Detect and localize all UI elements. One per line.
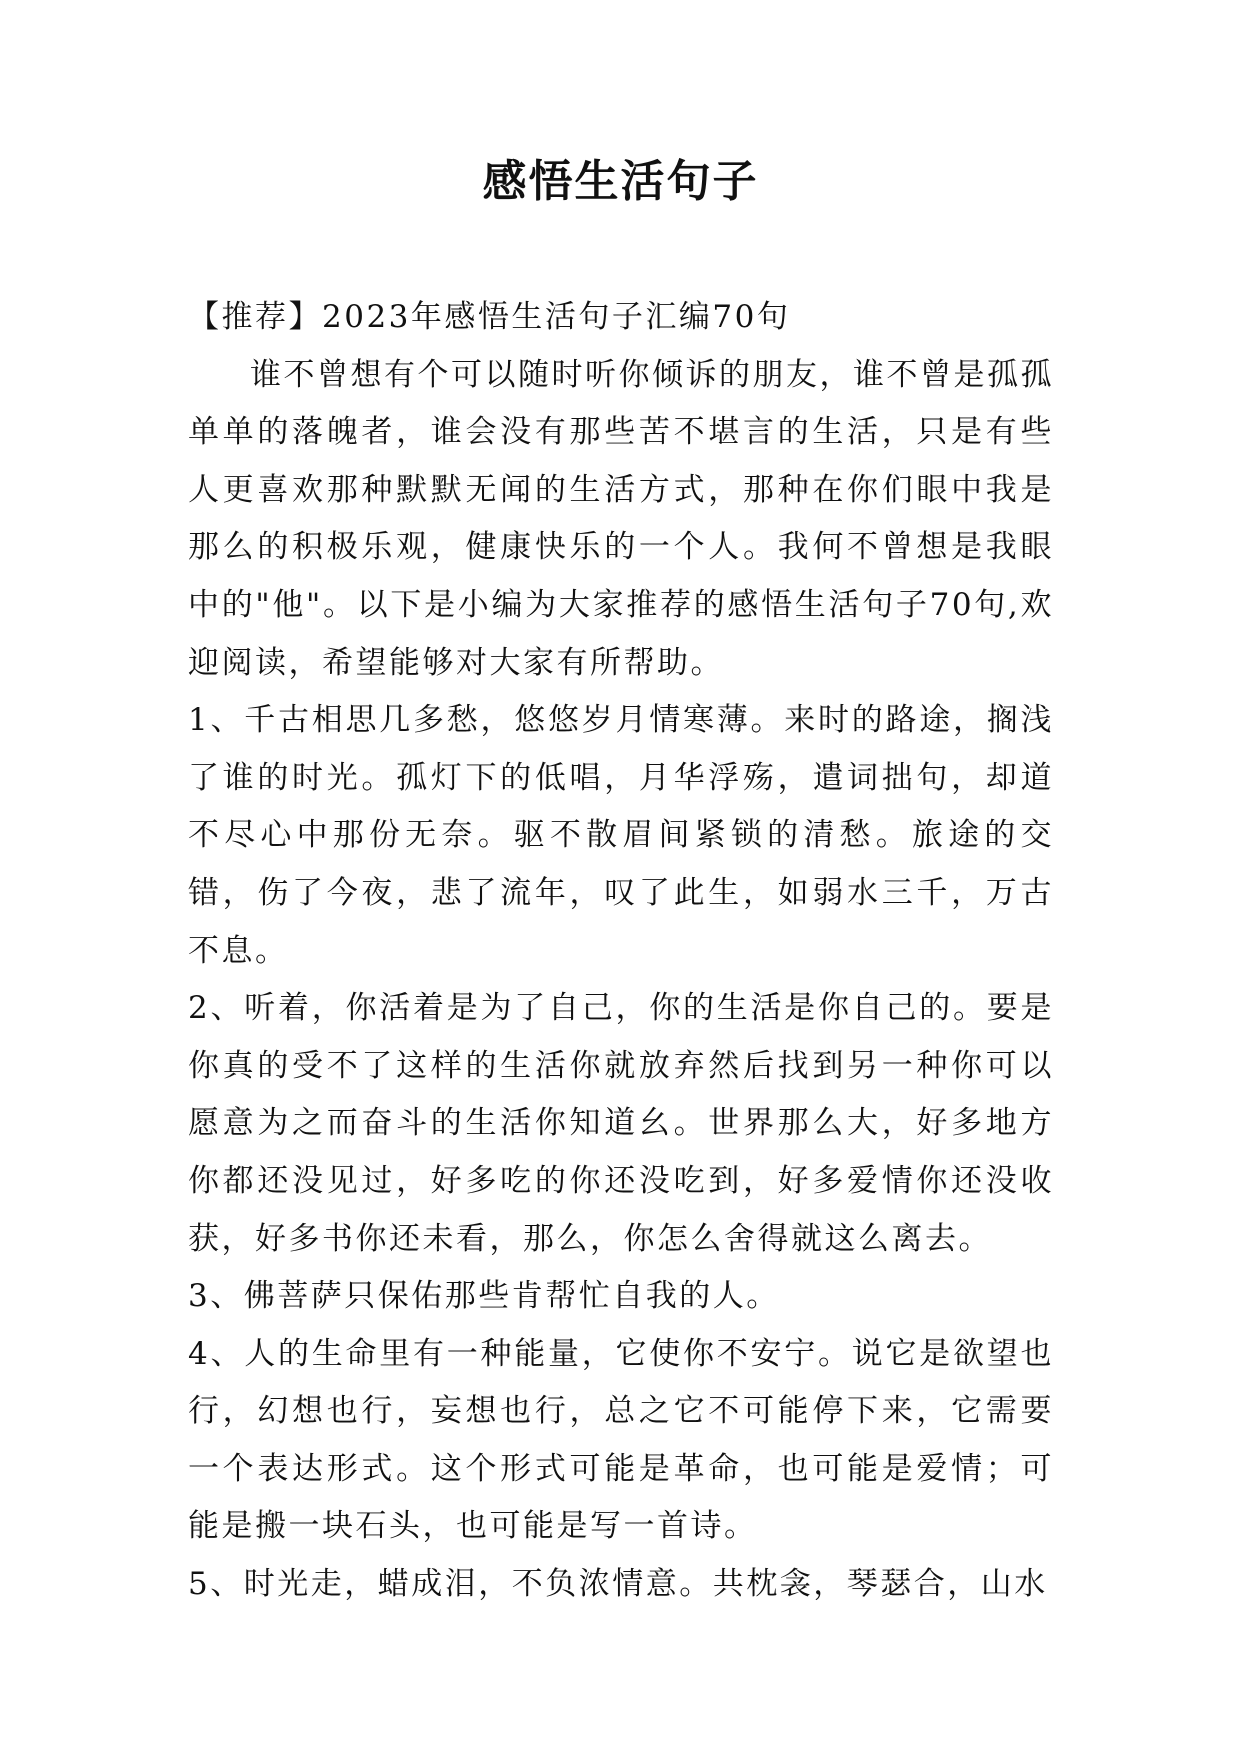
list-item: 1、千古相思几多愁，悠悠岁月情寒薄。来时的路途，搁浅了谁的时光。孤灯下的低唱，月华浮殇，遣词拙句，却道不尽心中那份无奈。驱不散眉间紧锁的清愁。旅途的交错，伤了今夜，悲了流年，叹了此生，如弱水三千，万古不息。	[188, 702, 1054, 969]
list-item: 2、听着，你活着是为了自己，你的生活是你自己的。要是你真的受不了这样的生活你就放弃然后找到另一种你可以愿意为之而奋斗的生活你知道幺。世界那么大，好多地方你都还没见过，好多吃的你还没吃到，好多爱情你还没收获，好多书你还未看，那么，你怎么舍得就这么离去。	[188, 990, 1054, 1257]
list-item: 3、佛菩萨只保佑那些肯帮忙自我的人。	[188, 1278, 780, 1315]
intro-line: 【推荐】2023年感悟生活句子汇编70句	[188, 299, 791, 335]
document-title: 感悟生活句子	[482, 156, 759, 207]
intro-paragraph: 谁不曾想有个可以随时听你倾诉的朋友，谁不曾是孤孤单单的落魄者，谁会没有那些苦不堪言的生活，只是有些人更喜欢那种默默无闻的生活方式，那种在你们眼中我是那么的积极乐观，健康快乐的一个人。我何不曾想是我眼中的"他"。以下是小编为大家推荐的感悟生活句子70句,欢迎阅读，希望能够对大家有所帮助。	[188, 356, 1054, 681]
list-item: 5、时光走，蜡成泪，不负浓情意。共枕衾，琴瑟合，山水	[188, 1566, 1048, 1603]
document-body	[188, 289, 1054, 1614]
list-item: 4、人的生命里有一种能量，它使你不安宁。说它是欲望也行，幻想也行，妄想也行，总之它不可能停下来，它需要一个表达形式。这个形式可能是革命，也可能是爱情；可能是搬一块石头，也可能是写一首诗。	[188, 1335, 1054, 1545]
